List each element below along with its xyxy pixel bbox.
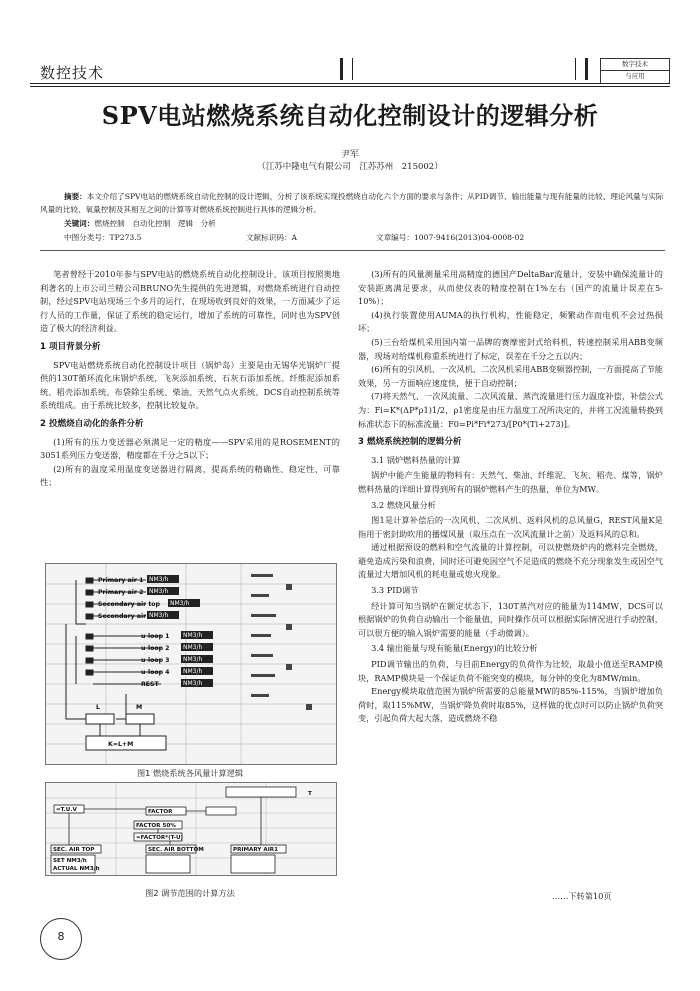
paragraph: (3)所有的风量测量采用高精度的德国产DeltaBar流量计，安装中确保流量计的安装距离满足要求，从而使仪表的精度控制在1%左右（国产的流量计误差在5-10%）；	[358, 269, 663, 307]
journal-logo: 数字技术 与应用	[600, 58, 670, 84]
paragraph: (2)所有的温度采用温度变送器进行隔离，提高系统的精确性、稳定性、可靠性；	[40, 463, 340, 488]
header-rule	[30, 83, 670, 84]
figure-2-caption: 图2 调节范围的计算方法	[145, 888, 235, 898]
paragraph: 笔者曾经于2010年参与SPV电站的燃烧系统自动化控制设计，该项目按照奥地利著名的上市公司兰精公司BRUNO先生提供的先进逻辑，对燃烧系统进行自动控制，经过SPV电站现场三个多月的运行，在现场收到良好的效果，一方面减少了运行人员的工作量，保证了系统的稳定运行，增加了系统的可靠性，同时也为SPV创造了极大的经济利益。	[40, 269, 340, 334]
page-number: 8	[57, 930, 65, 943]
document-code: 文献标识码：A	[246, 233, 298, 242]
paragraph: (1)所有的压力变送器必须满足一定的精度——SPV采用的是ROSEMENT的3051系列压力变送器，精度都在千分之5以下；	[40, 436, 340, 461]
paragraph: PID调节输出的负荷，与目前Energy的负荷作为比较，取最小值送至RAMP模块，RAMP模块是一个保证负荷不能突变的模块，每分钟的变化为8MW/min。	[358, 659, 663, 683]
fig1-unit: NM3/h	[183, 632, 203, 639]
paragraph: SPV电站燃烧系统自动化控制设计项目（锅炉岛）主要是由无锡华光锅炉厂提供的130T循环流化床锅炉系统，飞灰添加系统、石灰石添加系统、纤维泥添加系统、稻壳添加系统、布袋除尘系统、柴油、天然气点火系统、DCS自动控制系统等系统组成。由于系统比较多，控制比较复杂。	[40, 359, 340, 411]
fig2-label: =T.U.V	[56, 807, 77, 813]
fig1-label: K=L+M	[108, 741, 134, 748]
figure-2	[45, 782, 337, 876]
section-header: 数控技术	[40, 64, 105, 82]
right-column	[358, 268, 663, 726]
paragraph: (5)三台给煤机采用国内第一品牌的赛摩密封式给料机，转速控制采用ABB变频器，现场对给煤机称重系统进行了标定，误差在千分之五以内；	[358, 336, 663, 361]
fig1-label: L	[96, 704, 100, 711]
divider	[40, 250, 665, 251]
keywords: 关键词：燃烧控制 自动化控制 逻辑 分析	[64, 219, 216, 228]
fig1-label: Secondary air	[98, 613, 147, 620]
subsection-heading: 3.3 PID调节	[371, 585, 419, 596]
header-rule	[30, 86, 670, 87]
author: 尹军	[340, 150, 359, 160]
header-divider	[352, 58, 353, 80]
article-number: 文章编号：1007-9416(2013)04-0008-02	[376, 233, 525, 242]
paragraph: 图1是计算补偿后的一次风机、二次风机、返料风机的总风量G，REST风量K是指用于密封助吹用的播煤风量（取压点在一次风流量计之前）及返料风的总和。	[358, 515, 663, 539]
fig1-unit: NM3/h	[149, 576, 169, 583]
fig2-label: SET NM3/h	[53, 858, 87, 864]
fig2-label: =FACTOR*(T-U)	[136, 835, 184, 841]
fig2-label: ACTUAL NM3/h	[53, 866, 100, 872]
fig1-label: Primary air 1	[98, 577, 144, 584]
paragraph: (4)执行装置使用AUMA的执行机构，性能稳定，频繁动作而电机不会过热损坏；	[358, 309, 663, 334]
paragraph: Energy模块取值范围为锅炉所需要的总能量MW的85%-115%，当锅炉增加负荷时，取115%MW，当锅炉降负荷时取85%，这样做的优点时可以防止锅炉负荷突变，引起负荷大起大落，造成燃烧不稳	[358, 686, 663, 724]
fig1-label: Secondary air top	[98, 601, 160, 608]
figure-1-caption: 图1 燃烧系统各风量计算逻辑	[136, 768, 244, 778]
abstract: 摘要：本文介绍了SPV电站的燃烧系统自动化控制的设计逻辑，分析了该系统实现投燃烧自动化六个方面的要求与条件；从PID调节、输出能量与现有能量的比较、理论风量与实际风量的比较、氧量控制及其相互之间的计算等对燃烧系统控制进行具体的逻辑分析。	[40, 192, 664, 214]
fig2-label: FACTOR 50%	[136, 823, 176, 829]
fig2-label: SEC. AIR BOTTOM	[148, 847, 204, 853]
fig1-unit: NM3/h	[149, 588, 169, 595]
fig1-label: REST	[141, 681, 159, 688]
subsection-heading: 3.2 燃烧风量分析	[371, 499, 436, 510]
fig1-label: u-loop 3	[141, 657, 170, 664]
paragraph: 通过根据预设的燃料和空气流量的计算控制，可以使燃烧炉内的燃料完全燃烧，避免造成污染和浪费，同时还可避免因空气不足造成的燃烧不充分现象发生或因空气流量过大增加风机的耗电量或熄火现象。	[358, 542, 663, 580]
left-column	[40, 268, 340, 490]
fig1-diagram	[46, 564, 336, 764]
fig1-label: u-loop 1	[141, 633, 170, 640]
section-heading: 2 投燃烧自动化的条件分析	[40, 418, 144, 429]
clc-number: 中图分类号：TP273.5	[64, 233, 142, 242]
subsection-heading: 3.1 锅炉燃料热量的计算	[371, 454, 461, 465]
fig1-unit: NM3/h	[183, 680, 203, 687]
section-heading: 1 项目背景分析	[40, 341, 101, 352]
header-divider	[340, 58, 343, 80]
fig1-label: M	[136, 704, 143, 711]
section-heading: 3 燃烧系统控制的逻辑分析	[358, 437, 462, 448]
header-divider	[585, 58, 588, 80]
paragraph: 经计算可知当锅炉在额定状态下，130T蒸汽对应的能量为114MW，DCS可以根据锅炉的负荷自动输出一个能量值，同时操作员可以根据实际情况进行手动控制，可以很方便的输入锅炉需要的能量（手动微调）。	[358, 600, 663, 638]
fig1-label: Primary air 2	[98, 589, 144, 596]
fig1-unit: NM3/h	[149, 612, 169, 619]
figure-1	[45, 563, 337, 765]
affiliation: （江苏中隆电气有限公司 江苏苏州 215002）	[257, 162, 443, 172]
paragraph: 锅炉中能产生能量的物料有：天然气、柴油、纤维泥、飞灰、稻壳、煤等，锅炉燃料热量的详细计算得到所有的锅炉燃料产生的热量，单位为MW。	[358, 470, 663, 494]
subsection-heading: 3.4 输出能量与现有能量(Energy)的比较分析	[371, 643, 538, 654]
fig2-label: SEC. AIR TOP	[53, 847, 95, 853]
continued-note: ……下转第10页	[552, 891, 612, 901]
fig2-label: FACTOR	[148, 809, 173, 815]
fig2-label: PRIMARY AIR1	[233, 847, 278, 853]
paper-title: SPV电站燃烧系统自动化控制设计的逻辑分析	[101, 101, 599, 130]
fig2-label: T	[308, 791, 312, 797]
paragraph: (6)所有的引风机、一次风机、二次风机采用ABB变频器控制，一方面提高了节能效果，另一方面响应速度快，便于自动控制；	[358, 364, 663, 388]
fig1-unit: NM3/h	[170, 600, 190, 607]
fig1-label: u-loop 2	[141, 645, 170, 652]
fig1-unit: NM3/h	[183, 668, 203, 675]
fig1-label: u-loop 4	[141, 669, 170, 676]
page-number-badge	[40, 918, 82, 960]
header-divider	[575, 58, 576, 80]
paragraph: (7)将天然气、一次风流量、二次风流量、蒸汽流量进行压力温度补偿，补偿公式为：Fi=K*(ΔP*ρ1)1/2，ρ1密度是由压力温度工况所决定的，并将工况流量转换到标准状态下的标准流量：F0=Pi*Fi*273/[P0*(Ti+273)]。	[358, 391, 663, 429]
fig2-diagram	[46, 783, 336, 875]
fig1-unit: NM3/h	[183, 644, 203, 651]
fig1-unit: NM3/h	[183, 656, 203, 663]
